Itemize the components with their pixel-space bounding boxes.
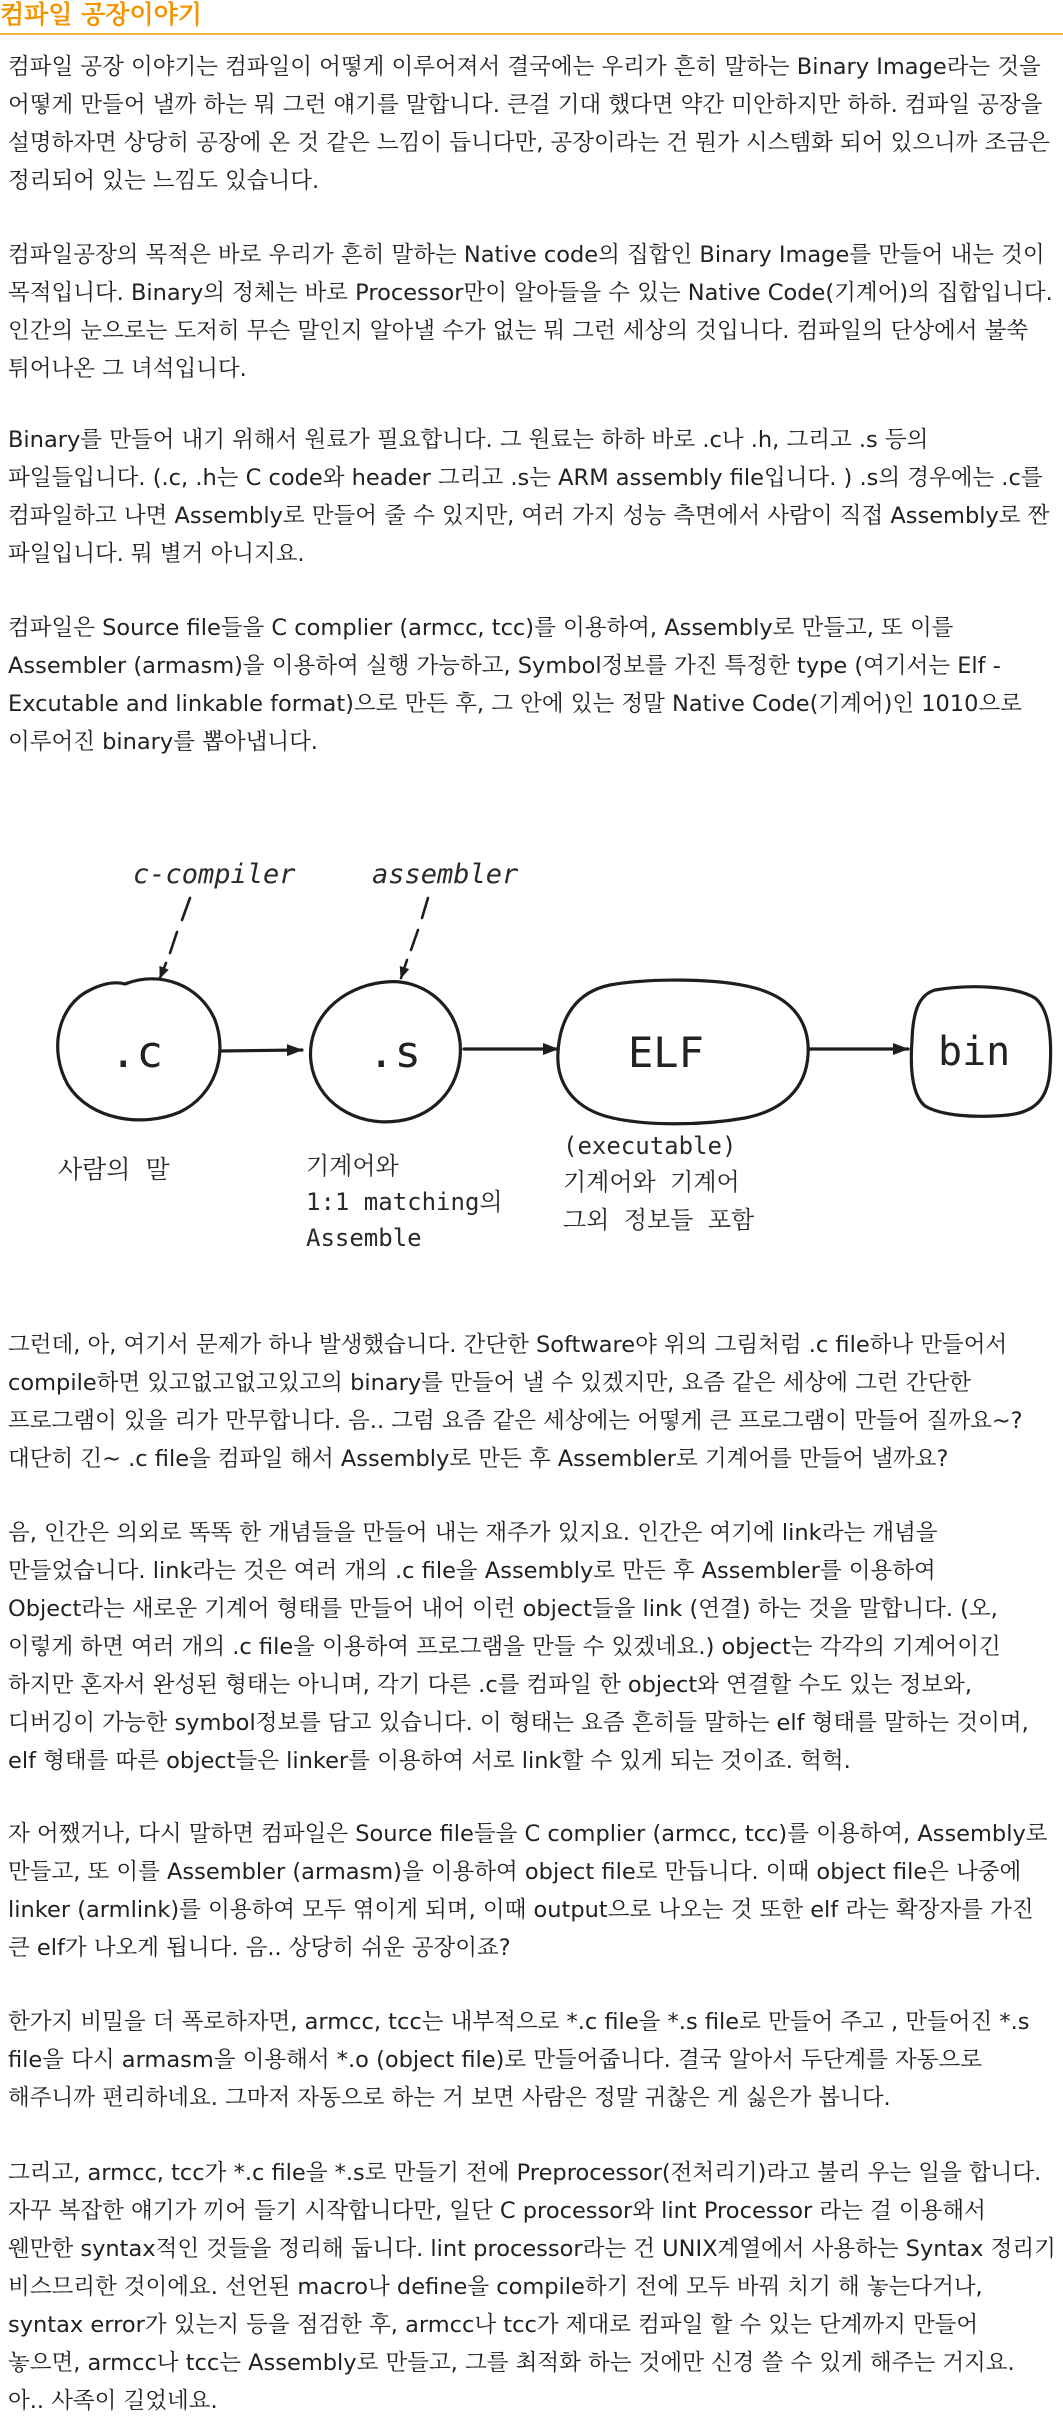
s-caption-line-3: Assemble <box>306 1224 422 1252</box>
s-caption-line-2: 1:1 matching의 <box>306 1188 503 1216</box>
paragraph-purpose: 컴파일공장의 목적은 바로 우리가 흔히 말하는 Native code의 집합인 Binary Image를 만들어 내는 것이 목적입니다. Binary의 정체는 바로 Processor만이 알아들을 수 있는 Native Code(기계어)의 집합입니다. 인간의 눈으로는 도저히 무슨 말인지 알아낼 수가 없는 뭐 그런 세상의 것입니다. 컴파일의 단상에서 불쑥 튀어나온 그 녀석입니다. <box>8 242 1053 382</box>
article-title: 컴파일 공장이야기 <box>0 0 202 29</box>
paragraph-problem: 그런데, 아, 여기서 문제가 하나 발생했습니다. 간단한 Software야 위의 그림처럼 .c file하나 만들어서 compile하면 있고없고없고있고의 binary를 만들어 낼 수 있겠지만, 요즘 같은 세상에 그런 간단한 프로그램이 있을 리가 만무합니다. 음.. 그럼 요즘 같은 세상에는 어떻게 큰 프로그램이 만들어 질까요~? 대단히 긴~ .c file을 컴파일 해서 Assembly로 만든 후 Assembler로 기계어를 만들어 낼까요? <box>8 1332 1023 1472</box>
paragraph-intro: 컴파일 공장 이야기는 컴파일이 어떻게 이루어져서 결국에는 우리가 흔히 말하는 Binary Image라는 것을 어떻게 만들어 낼까 하는 뭐 그런 얘기를 말합니다. 큰걸 기대 했다면 약간 미안하지만 하하. 컴파일 공장을 설명하자면 상당히 공장에 온 것 같은 느낌이 듭니다만, 공장이라는 건 뭔가 시스템화 되어 있으니까 조금은 정리되어 있는 느낌도 있습니다. <box>8 54 1050 194</box>
s-caption-line-1: 기계어와 <box>306 1152 399 1180</box>
c-compiler-dashed-arrow <box>160 898 190 978</box>
elf-caption-line-3: 그외 정보들 포함 <box>563 1206 755 1234</box>
assembler-dashed-arrow <box>401 898 428 978</box>
paragraph-preprocessor: 그리고, armcc, tcc가 *.c file을 *.s로 만들기 전에 Preprocessor(전처리기)라고 불리 우는 일을 합니다. 자꾸 복잡한 얘기가 끼어 들기 시작합니다만, 일단 C processor와 lint Processor 라는 걸 이용해서 웬만한 syntax적인 것들을 정리해 둡니다. lint processor라는 건 UNIX계열에서 사용하는 Syntax 정리기 비스므리한 것이에요. 선언된 macro나 define을 compile하기 전에 모두 바꿔 치기 해 놓는다거나, syntax error가 있는지 등을 점검한 후, armcc나 tcc가 제대로 컴파일 할 수 있는 단계까지 만들어 놓으면, armcc나 tcc는 Assembly로 만들고, 그를 최적화 하는 것에만 신경 쓸 수 있게 해주는 거지요. 아.. 사족이 길었네요. <box>8 2160 1056 2414</box>
paragraph-secret: 한가지 비밀을 더 폭로하자면, armcc, tcc는 내부적으로 *.c file을 *.s file로 만들어 주고 , 만들어진 *.s file을 다시 armasm을 이용해서 *.o (object file)로 만들어줍니다. 결국 알아서 두단계를 자동으로 해주니까 편리하네요. 그마저 자동으로 하는 거 보면 사람은 정말 귀찮은 게 싫은가 봅니다. <box>8 2009 1030 2111</box>
elf-caption-line-2: 기계어와 기계어 <box>563 1168 740 1196</box>
bin-node-label: bin <box>938 1029 1011 1075</box>
assembler-label: assembler <box>372 859 519 890</box>
c-compiler-label: c-compiler <box>133 859 296 890</box>
elf-caption-line-1: (executable) <box>563 1132 737 1160</box>
arrow-c-to-s <box>220 1050 302 1051</box>
c-source-caption: 사람의 말 <box>58 1155 170 1184</box>
title-divider <box>0 33 1063 35</box>
paragraph-link-concept: 음, 인간은 의외로 똑똑 한 개념들을 만들어 내는 재주가 있지요. 인간은 여기에 link라는 개념을 만들었습니다. link라는 것은 여러 개의 .c file을 Assembly로 만든 후 Assembler를 이용하여 Object라는 새로운 기계어 형태를 만들어 내어 이런 object들을 link (연결) 하는 것을 말합니다. (오, 이렇게 하면 여러 개의 .c file을 이용하여 프로그램을 만들 수 있겠네요.) object는 각각의 기계어이긴 하지만 혼자서 완성된 형태는 아니며, 각기 다른 .c를 컴파일 한 object와 연결할 수도 있는 정보와, 디버깅이 가능한 symbol정보를 담고 있습니다. 이 형태는 요즘 흔히들 말하는 elf 형태를 말하는 것이며, elf 형태를 따른 object들은 linker를 이용하여 서로 link할 수 있게 되는 것이죠. 헉헉. <box>8 1520 1029 1774</box>
paragraph-restate: 자 어쨌거나, 다시 말하면 컴파일은 Source file들을 C complier (armcc, tcc)를 이용하여, Assembly로 만들고, 또 이를 Assembler (armasm)을 이용하여 object file로 만듭니다. 이때 object file은 나중에 linker (armlink)를 이용하여 모두 엮이게 되며, 이때 output으로 나오는 것 또한 elf 라는 확장자를 가진 큰 elf가 나오게 됩니다. 음.. 상당히 쉬운 공장이죠? <box>8 1821 1048 1961</box>
s-assembly-node-label: .s <box>368 1027 421 1078</box>
elf-node-label: ELF <box>628 1028 704 1077</box>
paragraph-compile-summary: 컴파일은 Source file들을 C complier (armcc, tcc)를 이용하여, Assembly로 만들고, 또 이를 Assembler (armasm)을 이용하여 실행 가능하고, Symbol정보를 가진 특정한 type (여기서는 Elf - Excutable and linkable format)으로 만든 후, 그 안에 있는 정말 Native Code(기계어)인 1010으로 이루어진 binary를 뽑아냅니다. <box>8 615 1022 755</box>
paragraph-materials: Binary를 만들어 내기 위해서 원료가 필요합니다. 그 원료는 하하 바로 .c나 .h, 그리고 .s 등의 파일들입니다. (.c, .h는 C code와 header 그리고 .s는 ARM assembly file입니다. ) .s의 경우에는 .c를 컴파일하고 나면 Assembly로 만들어 줄 수 있지만, 여러 가지 성능 측면에서 사람이 직접 Assembly로 짠 파일입니다. 뭐 별거 아니지요. <box>8 427 1050 567</box>
c-source-node-label: .c <box>110 1027 163 1078</box>
compile-flow-diagram <box>10 850 1060 1270</box>
